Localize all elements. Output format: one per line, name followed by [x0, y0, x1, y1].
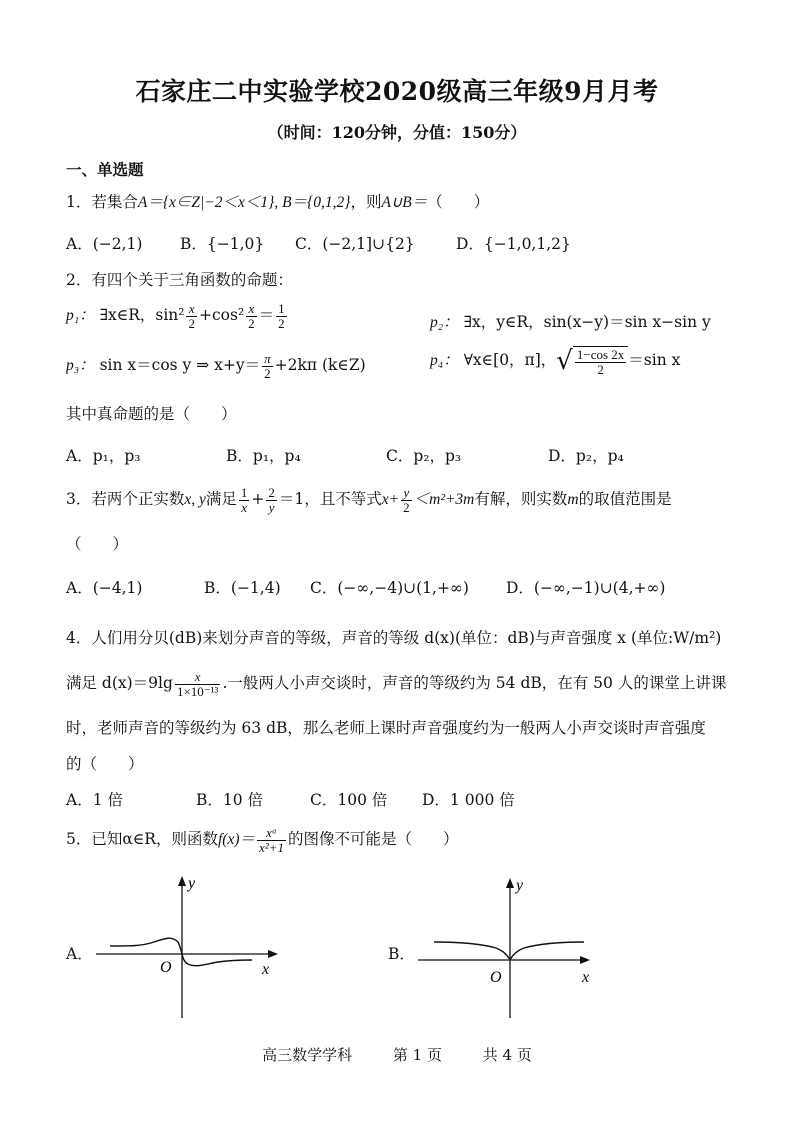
graph-b-curve-right — [510, 942, 584, 960]
p2-label: p₂： — [430, 314, 459, 331]
q4-option-c[interactable]: C．100 倍 — [310, 791, 388, 809]
q5-graph-a[interactable] — [92, 870, 292, 1020]
p3-label: p₃： — [66, 357, 95, 375]
q3-ineq-a: x+ — [381, 491, 400, 509]
graph-a-curve — [110, 938, 252, 965]
q5-stem-a: 5．已知α∈R，则函数 — [66, 830, 218, 849]
q1-union: A∪B＝ — [381, 194, 428, 211]
p4-text-b: ＝sin x — [628, 351, 681, 370]
graph-a-y-arrow-icon — [178, 876, 186, 886]
p1-fraction-1: $\frac{x}{2}$ — [188, 301, 195, 331]
question-5 — [66, 826, 458, 854]
q2-option-c[interactable]: C．p₂，p₃ — [386, 447, 462, 465]
q5-func: f(x)＝ — [217, 831, 255, 849]
q1-connector: ，则 — [350, 193, 382, 211]
proposition-p2 — [430, 310, 711, 332]
p1-text-c: ＝ — [258, 306, 275, 325]
q1-option-a[interactable]: A．(−2,1) — [66, 235, 143, 253]
q3-vars: x, y — [184, 491, 206, 509]
q4-option-a[interactable]: A．1 倍 — [66, 791, 123, 809]
p3-fraction: $\frac{\pi}{2}$ — [264, 351, 271, 381]
p1-fraction-2: $\frac{x}{2}$ — [248, 301, 255, 331]
q1-sets: A＝{x∈Z|−2＜x＜1}, B＝{0,1,2} — [137, 194, 351, 211]
question-4-line-3: 时，老师声音的等级约为 63 dB，那么老师上课时声音强度约为一般两人小声交谈时声音强度 — [66, 719, 706, 737]
p1-fraction-3: $\frac{1}{2}$ — [278, 301, 285, 331]
graph-b-y-arrow-icon — [506, 878, 514, 888]
p3-text-b: +2kπ (k∈Z) — [274, 356, 366, 375]
q3-option-b[interactable]: B．(−1,4) — [204, 579, 281, 597]
graph-a-y-label: y — [188, 875, 196, 892]
q3-fraction-2: $\frac{2}{y}$ — [268, 485, 275, 515]
question-4-line-4: 的（ ） — [66, 755, 144, 773]
q3-stem-c: 有解，则实数 — [474, 490, 568, 509]
footer-subject: 高三数学学科 — [262, 1046, 353, 1064]
exam-info: （时间：120分钟，分值：150分） — [267, 123, 527, 142]
p4-sqrt: √ $\frac{1-\cos 2x}{2}$ — [556, 346, 628, 376]
p4-text-a: ∀x∈[0，π]， — [463, 351, 557, 370]
q1-option-c[interactable]: C．(−2,1]∪{2} — [295, 235, 415, 253]
q3-stem-b: 满足 — [205, 490, 237, 509]
q3-option-c[interactable]: C．(−∞,−4)∪(1,+∞) — [310, 579, 469, 597]
q2-option-b[interactable]: B．p₁，p₄ — [226, 447, 301, 465]
q2-option-a[interactable]: A．p₁，p₃ — [66, 447, 141, 465]
page-title: 石家庄二中实验学校2020级高三年级9月月考 — [135, 77, 659, 106]
proposition-p3 — [66, 352, 366, 380]
q3-stem-a: 3．若两个正实数 — [66, 490, 185, 509]
q4-option-d[interactable]: D．1 000 倍 — [422, 791, 515, 809]
q1-option-d[interactable]: D．{−1,0,1,2} — [456, 235, 571, 253]
q3-m: m — [567, 491, 579, 509]
q1-option-b[interactable]: B．{−1,0} — [180, 235, 265, 253]
q3-option-d[interactable]: D．(−∞,−1)∪(4,+∞) — [506, 579, 666, 597]
footer-total-pages: 共 4 页 — [482, 1046, 532, 1064]
q3-stem-d: 的取值范围是 — [578, 490, 672, 509]
q4-formula-a: 满足 d(x)＝9lg — [66, 674, 173, 693]
graph-b-y-label: y — [516, 877, 524, 894]
graph-a-x-label: x — [262, 961, 270, 978]
q5-graph-b[interactable] — [412, 870, 612, 1020]
q3-eq: ＝1，且不等式 — [278, 490, 382, 509]
graph-b-x-label: x — [582, 969, 590, 986]
p1-label: p₁： — [66, 307, 95, 325]
q5-fraction: $\frac{\text{xᵅ}}{\text{x²+1}}$ — [259, 825, 284, 855]
footer-page-number: 第 1 页 — [392, 1046, 442, 1064]
p2-text: ∃x，y∈R，sin(x−y)＝sin x−sin y — [463, 313, 711, 331]
q5-stem-b: 的图像不可能是（ ） — [287, 830, 459, 849]
q5-option-a-label[interactable]: A． — [66, 945, 93, 963]
q4-formula-b: .一般两人小声交谈时，声音的等级约为 54 dB，在有 50 人的课堂上讲课 — [222, 674, 727, 693]
question-2: 2．有四个关于三角函数的命题： — [66, 271, 293, 289]
graph-a-x-arrow-icon — [268, 950, 278, 958]
question-3 — [66, 486, 672, 514]
question-4-line-2 — [66, 670, 726, 698]
p1-text-b: +cos² — [198, 306, 245, 325]
section-heading: 一、单选题 — [66, 160, 144, 179]
p4-fraction: $\frac{1-\cos 2x}{2}$ — [576, 347, 625, 377]
p3-text-a: sin x＝cos y ⇒ x+y＝ — [99, 356, 261, 375]
question-1 — [66, 190, 489, 212]
p4-label: p₄： — [430, 352, 459, 370]
q2-question: 其中真命题的是（ ） — [66, 405, 237, 423]
q4-fraction: $\frac{x}{\text{1×10⁻¹³}}$ — [176, 669, 219, 699]
page-footer — [0, 1044, 794, 1065]
q5-option-b-label[interactable]: B． — [388, 945, 415, 963]
proposition-p4 — [430, 346, 680, 376]
q3-fraction-3: $\frac{y}{2}$ — [403, 485, 410, 515]
p1-text-a: ∃x∈R，sin² — [99, 306, 185, 325]
question-4-line-1: 4．人们用分贝(dB)来划分声音的等级，声音的等级 d(x)(单位：dB)与声音强度 x (单位:W/m²) — [66, 629, 722, 647]
graph-b-origin-label: O — [490, 969, 502, 986]
q3-blank: （ ） — [66, 535, 129, 553]
q1-stem: 1．若集合 — [66, 193, 138, 211]
q3-fraction-1: $\frac{1}{x}$ — [240, 485, 248, 515]
proposition-p1 — [66, 302, 289, 330]
graph-b-x-arrow-icon — [580, 956, 590, 964]
graph-b-curve-left — [434, 942, 510, 960]
q2-option-d[interactable]: D．p₂，p₄ — [548, 447, 624, 465]
graph-a-origin-label: O — [160, 959, 172, 976]
q3-ineq-b: ＜m²+3m — [413, 491, 475, 509]
q1-blank: （ ） — [427, 193, 490, 211]
q3-option-a[interactable]: A．(−4,1) — [66, 579, 143, 597]
q4-option-b[interactable]: B．10 倍 — [196, 791, 264, 809]
q3-plus: + — [251, 490, 265, 509]
